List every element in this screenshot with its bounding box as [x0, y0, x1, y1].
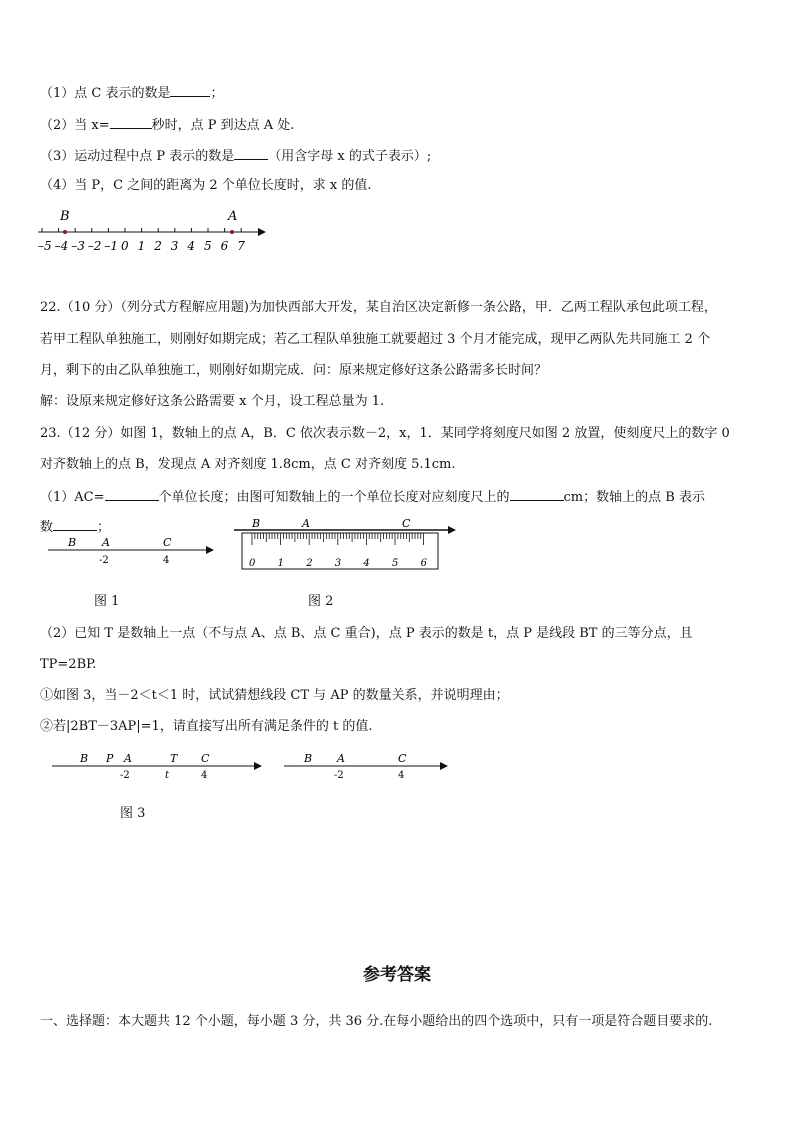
fig3-a-value: -2	[120, 770, 130, 781]
answer-blank[interactable]	[170, 82, 210, 97]
q21-number-line	[30, 204, 270, 258]
ruler-number: 6	[420, 558, 427, 569]
q22-line2: 若甲工程队单独施工，则刚好如期完成；若乙工程队单独施工就要超过 3 个月才能完成，现甲乙两队先共同施工 2 个	[40, 332, 711, 347]
figure-1-number-line	[40, 528, 220, 578]
fig3b-a-value: -2	[334, 770, 344, 781]
axis-tick-label: 2	[154, 239, 162, 253]
answer-blank[interactable]	[110, 114, 152, 129]
q21-part4: （4）当 P，C 之间的距离为 2 个单位长度时，求 x 的值.	[40, 178, 372, 193]
fig2-point-c: C	[402, 517, 411, 530]
arrow-head-icon	[206, 546, 214, 554]
axis-tick-label: –2	[87, 239, 102, 253]
q21-part1-text: （1）点 C 表示的数是	[40, 86, 171, 101]
q23-sub1: ①如图 3，当－2＜t＜1 时，试试猜想线段 CT 与 AP 的数量关系，并说明理由；	[40, 688, 509, 703]
point-a-dot	[230, 230, 234, 234]
q23-part1	[40, 486, 705, 508]
figure-3-blank-number-line	[280, 746, 455, 786]
q21-part2-end: 秒时，点 P 到达点 A 处.	[151, 118, 295, 133]
fig1-c-value: 4	[163, 555, 170, 566]
q21-part1-end: ；	[210, 86, 224, 101]
q23-part1-text-a: （1）AC=	[40, 490, 105, 505]
ruler-number: 3	[334, 558, 342, 569]
answer-blank[interactable]	[234, 145, 268, 160]
figure-2-caption: 图 2	[308, 594, 334, 609]
axis-tick-label: 0	[121, 239, 129, 253]
axis-tick-label: 1	[137, 239, 146, 253]
q23-line2: 对齐数轴上的点 B，发现点 A 对齐刻度 1.8cm，点 C 对齐刻度 5.1cm.	[40, 457, 456, 472]
q23-part1-text-b: 个单位长度；由图可知数轴上的一个单位长度对应刻度尺上的	[158, 490, 510, 505]
arrow-head-icon	[448, 526, 456, 534]
point-a-label: A	[228, 209, 238, 224]
fig2-point-b: B	[252, 517, 261, 530]
q21-part1	[40, 82, 224, 104]
fig3-point-b: B	[80, 752, 89, 765]
q23-part2-line2: TP=2BP.	[40, 657, 97, 672]
figure-2-ruler	[230, 514, 460, 576]
q23-part1-text-d: 数	[40, 520, 54, 535]
answers-title: 参考答案	[363, 965, 431, 985]
fig3-point-c: C	[201, 752, 210, 765]
ruler-number: 0	[249, 558, 256, 569]
axis-tick-label: 3	[170, 239, 179, 253]
axis-tick-label: 6	[220, 239, 229, 253]
figure-3-caption: 图 3	[120, 806, 146, 821]
fig1-point-b: B	[68, 536, 77, 549]
answer-blank[interactable]	[105, 486, 159, 501]
figure-1-caption: 图 1	[94, 594, 120, 609]
q23-part1-text-c: cm；数轴上的点 B 表示	[563, 490, 705, 505]
arrow-head-icon	[440, 762, 448, 770]
fig3-c-value: 4	[201, 770, 208, 781]
fig3-point-p: P	[106, 752, 114, 765]
point-b-label: B	[60, 209, 70, 224]
fig3b-point-b: B	[304, 752, 313, 765]
axis-tick-label: 7	[237, 239, 245, 253]
ruler-number: 5	[392, 558, 399, 569]
arrow-head-icon	[258, 228, 266, 236]
axis-tick-label: 4	[187, 239, 196, 253]
fig3b-point-a: A	[337, 752, 345, 765]
axis-tick-label: 5	[204, 239, 212, 253]
q22-line1: 22.（10 分）（列分式方程解应用题)为加快西部大开发，某自治区决定新修一条公路，甲．乙两工程队承包此项工程，	[40, 300, 717, 315]
answers-section-1: 一、选择题：本大题共 12 个小题，每小题 3 分，共 36 分.在每小题给出的四个选项中，只有一项是符合题目要求的.	[40, 1014, 713, 1029]
arrow-head-icon	[254, 762, 262, 770]
fig3-point-a: A	[124, 752, 132, 765]
q22-solution: 解：设原来规定修好这条公路需要 x 个月，设工程总量为 1.	[40, 394, 385, 409]
q23-line1: 23.（12 分）如图 1，数轴上的点 A，B．C 依次表示数－2，x，1．某同学将刻度尺如图 2 放置，使刻度尺上的数字 0	[40, 426, 730, 441]
fig3b-point-c: C	[398, 752, 407, 765]
q21-part3-text: （3）运动过程中点 P 表示的数是	[40, 149, 235, 164]
point-b-dot	[63, 230, 67, 234]
q23-sub2: ②若|2BT－3AP|=1，请直接写出所有满足条件的 t 的值.	[40, 719, 373, 734]
answer-blank[interactable]	[510, 486, 564, 501]
axis-tick-label: –1	[104, 239, 119, 253]
q21-part3	[40, 145, 431, 167]
fig1-a-value: -2	[99, 555, 109, 566]
fig1-point-c: C	[163, 536, 172, 549]
fig2-point-a: A	[302, 517, 310, 530]
fig1-point-a: A	[102, 536, 110, 549]
q23-part1-text-e: ；	[97, 520, 111, 535]
figure-3-number-line	[48, 746, 268, 786]
q21-part3-end: （用含字母 x 的式子表示）;	[268, 149, 432, 164]
axis-tick-label: –5	[38, 239, 52, 253]
fig3-point-t: T	[170, 752, 178, 765]
q22-line3: 月，剩下的由乙队单独施工，则刚好如期完成．问：原来规定修好这条公路需多长时间？	[40, 363, 548, 378]
ruler-number: 1	[277, 558, 284, 569]
q23-part2-line1: （2）已知 T 是数轴上一点（不与点 A、点 B、点 C 重合)，点 P 表示的数是 t，点 P 是线段 BT 的三等分点，且	[40, 626, 693, 641]
ruler-number: 4	[363, 558, 370, 569]
q21-part2-text: （2）当 x=	[40, 118, 110, 133]
axis-tick-label: –4	[54, 239, 69, 253]
ruler-number: 2	[306, 558, 313, 569]
fig3-t-value: t	[165, 770, 170, 781]
axis-tick-label: –3	[71, 239, 85, 253]
fig3b-c-value: 4	[398, 770, 405, 781]
q21-part2	[40, 114, 294, 136]
